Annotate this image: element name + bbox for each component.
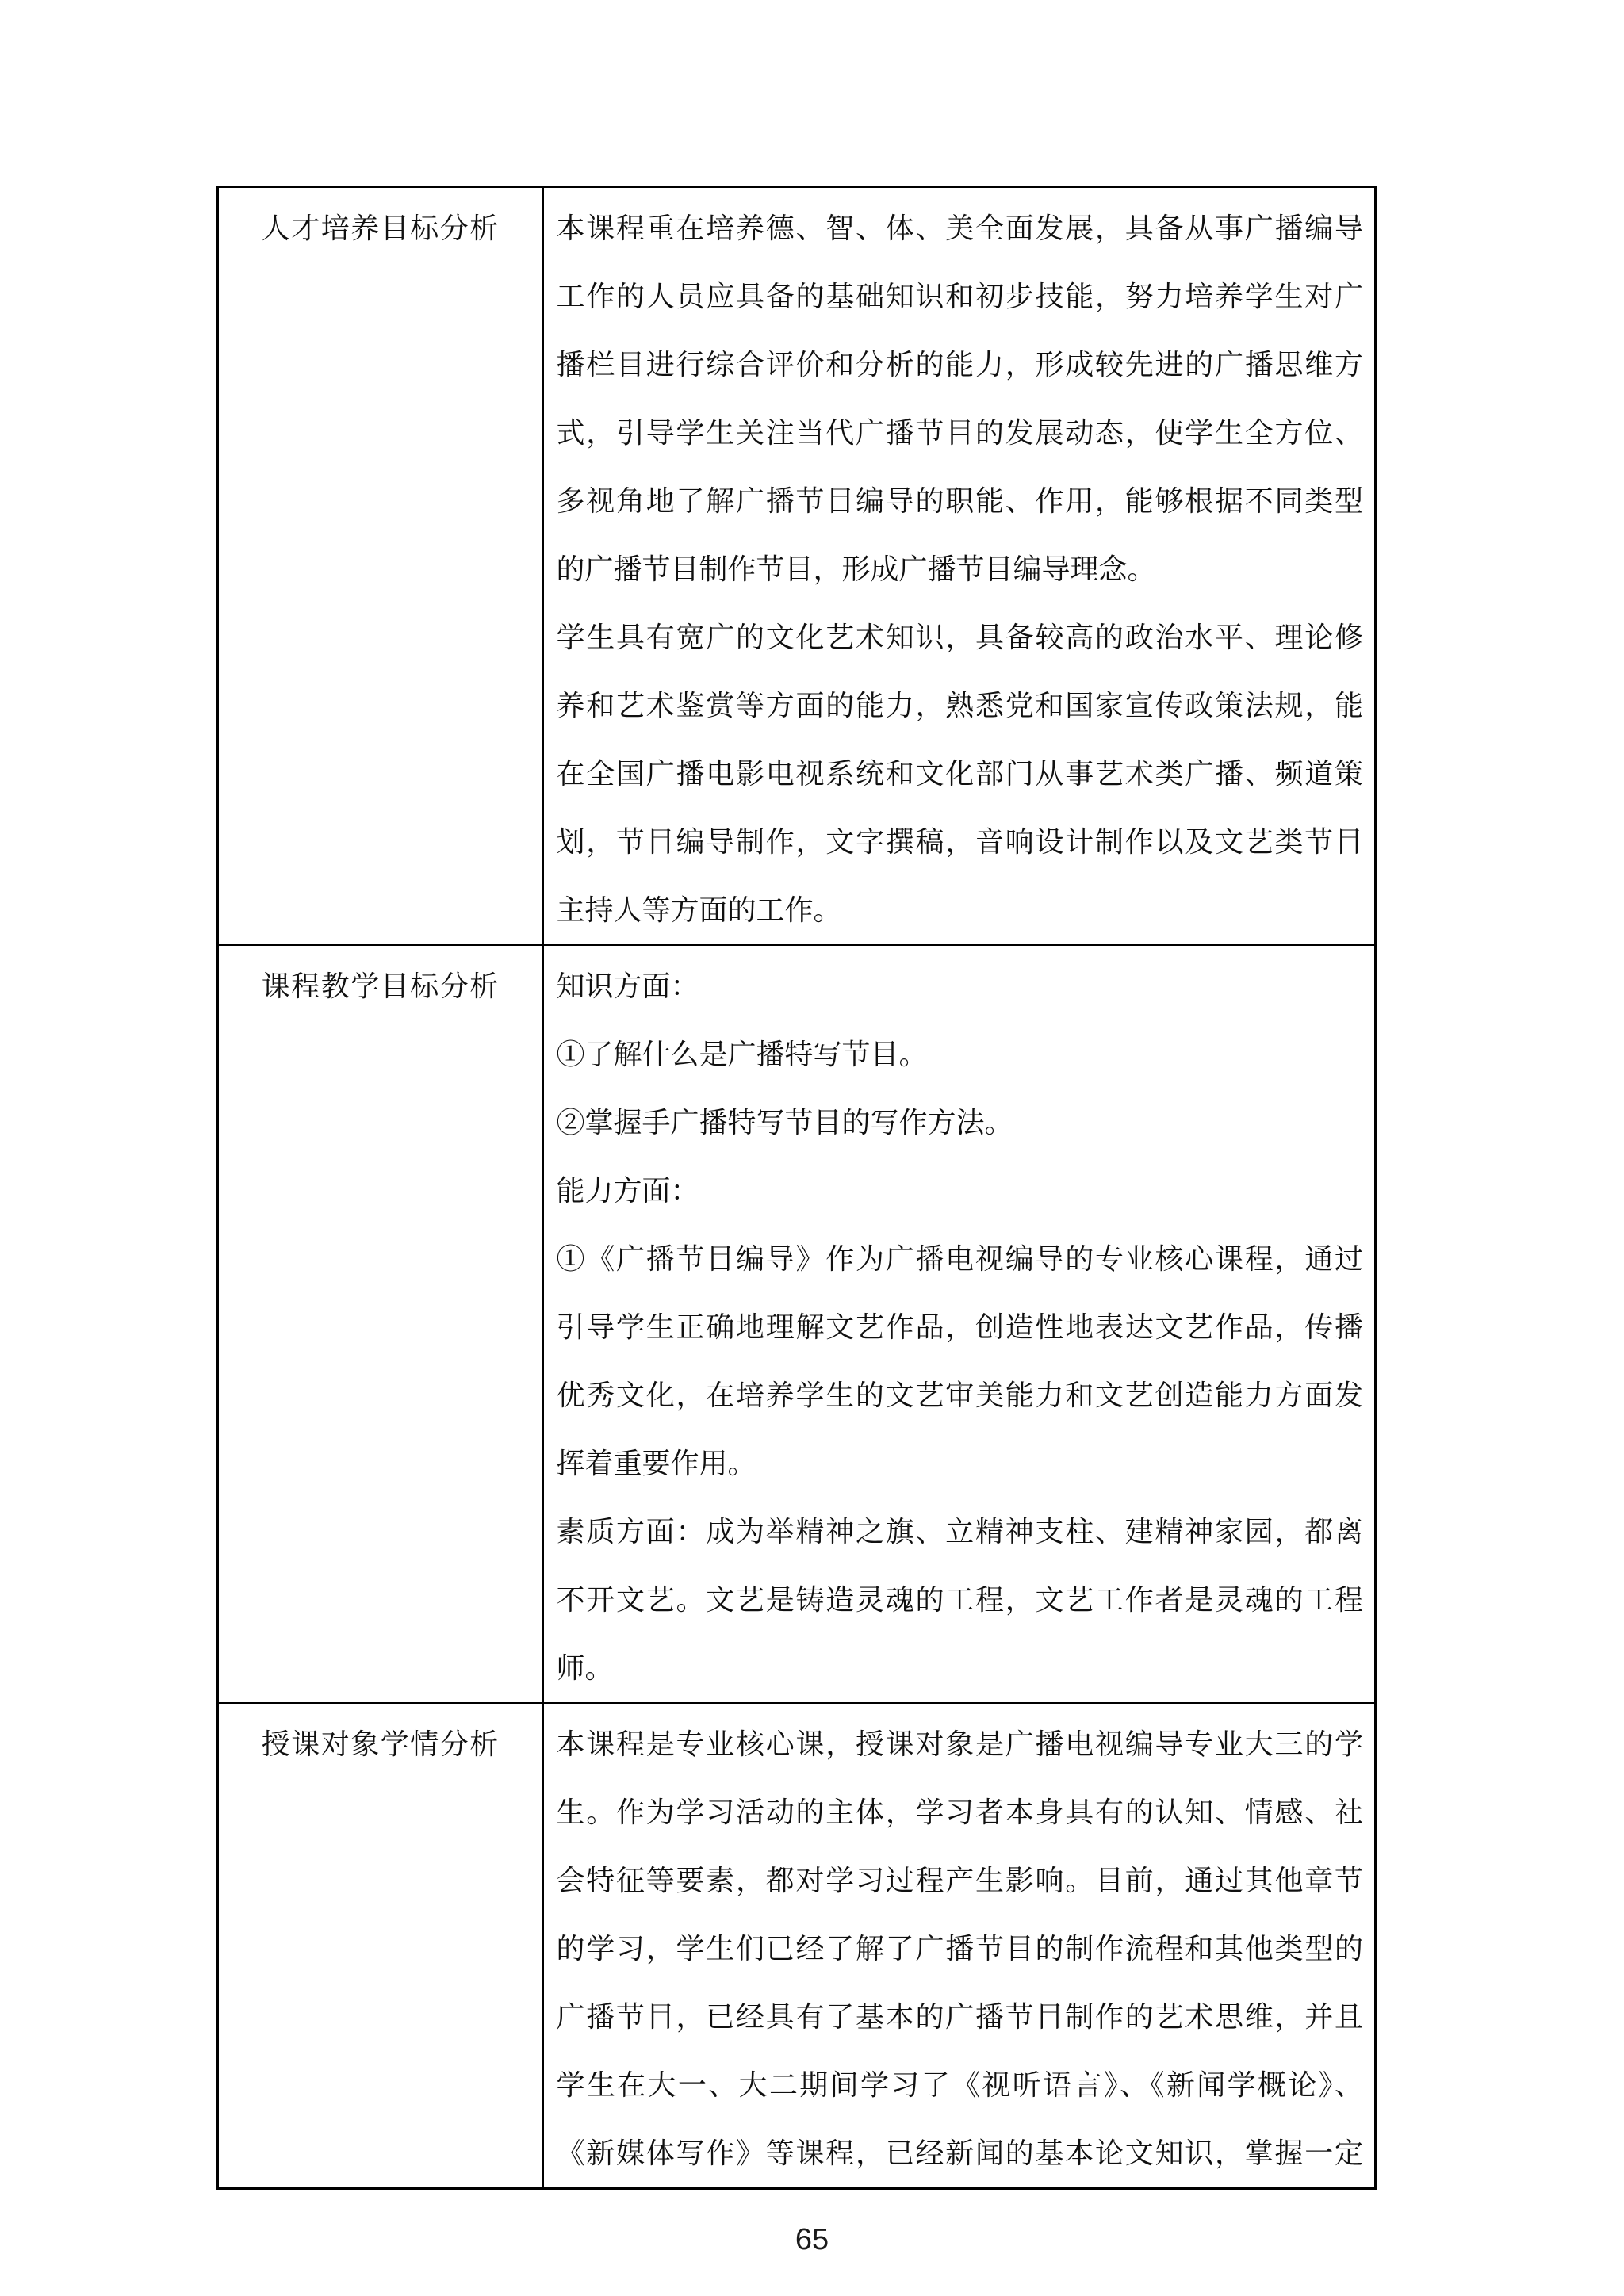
text-line: 多视角地了解广播节目编导的职能、作用，能够根据不同类型	[556, 485, 1363, 517]
text-line: 学生具有宽广的文化艺术知识，具备较高的政治水平、理论修	[556, 622, 1363, 653]
text-line: 的广播节目制作节目，形成广播节目编导理念。	[556, 553, 1156, 585]
text-line: ①《广播节目编导》作为广播电视编导的专业核心课程，通过	[556, 1243, 1363, 1275]
text-line: 能力方面：	[556, 1175, 699, 1207]
table-row	[218, 945, 1376, 1703]
text-line: 学生在大一、大二期间学习了《视听语言》、《新闻学概论》、	[556, 2069, 1363, 2101]
text-line: ①了解什么是广播特写节目。	[556, 1039, 928, 1070]
text-line: 主持人等方面的工作。	[556, 894, 842, 926]
row-content	[543, 945, 1376, 1703]
text-line: 养和艺术鉴赏等方面的能力，熟悉党和国家宣传政策法规，能	[556, 690, 1363, 721]
row-content	[543, 1703, 1376, 2189]
text-line: 《新媒体写作》等课程，已经新闻的基本论文知识，掌握一定	[556, 2137, 1363, 2169]
text-line: 式，引导学生关注当代广播节目的发展动态，使学生全方位、	[556, 417, 1363, 449]
table-row	[218, 187, 1376, 946]
row-label: 课程教学目标分析	[218, 945, 543, 1703]
text-line: 挥着重要作用。	[556, 1448, 756, 1479]
text-line: ②掌握手广播特写节目的写作方法。	[556, 1107, 1013, 1138]
text-line: 引导学生正确地理解文艺作品，创造性地表达文艺作品，传播	[556, 1311, 1363, 1343]
text-line: 在全国广播电影电视系统和文化部门从事艺术类广播、频道策	[556, 758, 1363, 790]
text-line: 优秀文化，在培养学生的文艺审美能力和文艺创造能力方面发	[556, 1380, 1363, 1411]
row-label: 人才培养目标分析	[218, 187, 543, 946]
text-line: 本课程是专业核心课，授课对象是广播电视编导专业大三的学	[556, 1728, 1363, 1760]
page-number: 65	[795, 2223, 829, 2256]
text-line: 播栏目进行综合评价和分析的能力，形成较先进的广播思维方	[556, 349, 1363, 381]
text-line: 不开文艺。文艺是铸造灵魂的工程，文艺工作者是灵魂的工程	[556, 1584, 1363, 1616]
text-line: 工作的人员应具备的基础知识和初步技能，努力培养学生对广	[556, 281, 1363, 312]
text-line: 的学习，学生们已经了解了广播节目的制作流程和其他类型的	[556, 1933, 1363, 1965]
row-content	[543, 187, 1376, 946]
text-line: 本课程重在培养德、智、体、美全面发展，具备从事广播编导	[556, 212, 1363, 244]
text-line: 师。	[556, 1652, 614, 1684]
table-row	[218, 1703, 1376, 2189]
analysis-table	[216, 186, 1377, 2190]
text-line: 知识方面：	[556, 970, 699, 1002]
text-line: 素质方面：成为举精神之旗、立精神支柱、建精神家园，都离	[556, 1516, 1363, 1548]
text-line: 广播节目，已经具有了基本的广播节目制作的艺术思维，并且	[556, 2001, 1363, 2033]
text-line: 划，节目编导制作，文字撰稿，音响设计制作以及文艺类节目	[556, 826, 1363, 858]
row-label: 授课对象学情分析	[218, 1703, 543, 2189]
text-line: 生。作为学习活动的主体，学习者本身具有的认知、情感、社	[556, 1797, 1363, 1828]
text-line: 会特征等要素，都对学习过程产生影响。目前，通过其他章节	[556, 1865, 1363, 1896]
